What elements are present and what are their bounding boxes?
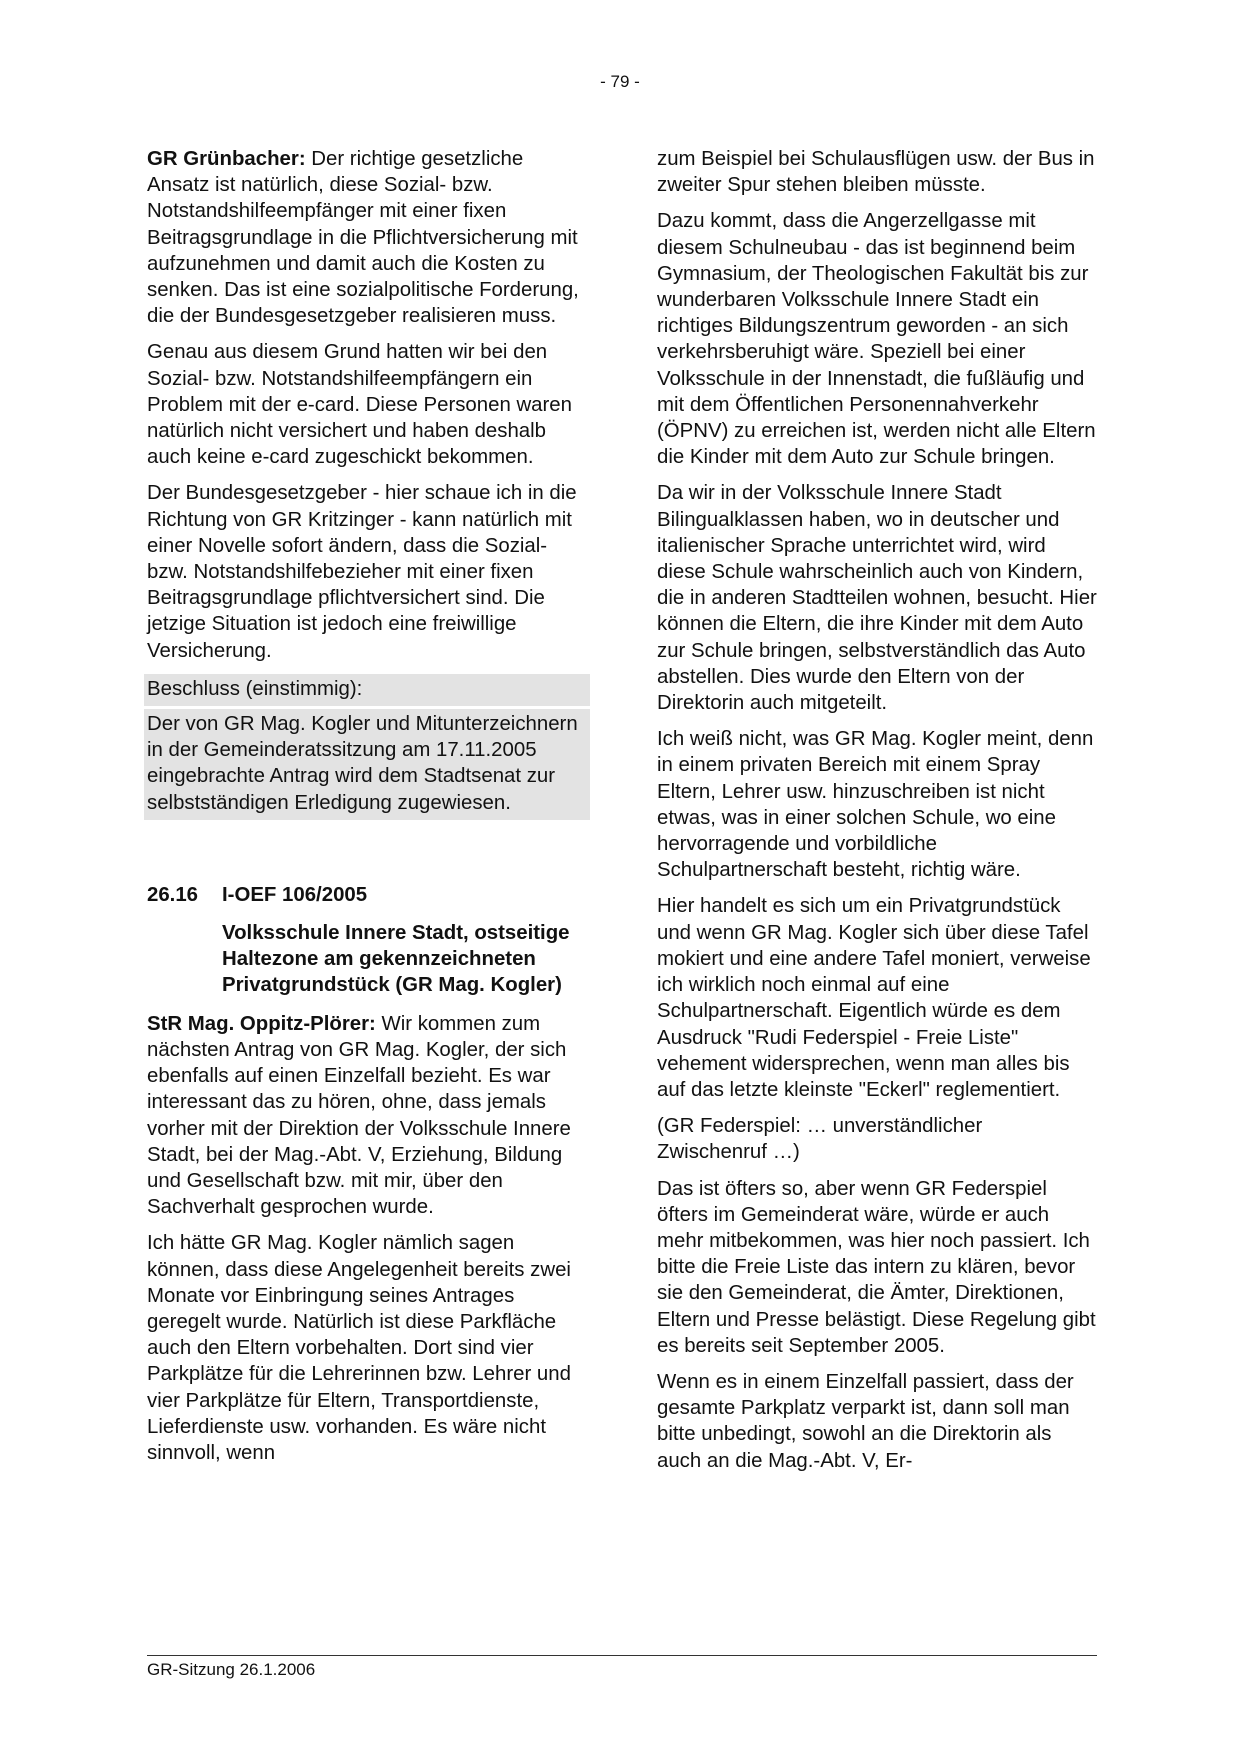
left-column bbox=[147, 146, 587, 1476]
paragraph: zum Beispiel bei Schulausflügen usw. der Bus in zweiter Spur stehen bleiben müsste. bbox=[657, 148, 1095, 197]
paragraph: Das ist öfters so, aber wenn GR Federspiel öfters im Gemeinderat wäre, würde er auch mehr mitbekommen, was hier noch passiert. Ich bitte die Freie Liste das intern zu klären, bevor sie den Gemeinderat, die Ämter, Direktionen, Eltern und Presse belästigt. Diese Regelung gibt es bereits seit September 2005. bbox=[657, 1177, 1096, 1357]
decision-text-box bbox=[144, 709, 590, 820]
paragraph: Dazu kommt, dass die Angerzellgasse mit diesem Schulneubau - das ist beginnend beim Gymnasium, der Theologischen Fakultät bis zur wunderbaren Volksschule Innere Stadt ein richtiges Bildungszentrum geworden - an sich verkehrsberuhigt wäre. Speziell bei einer Volksschule in der Innenstadt, die fußläufig und mit dem Öffentlichen Personennahverkehr (ÖPNV) zu erreichen ist, werden nicht alle Eltern die Kinder mit dem Auto zur Schule bringen. bbox=[657, 210, 1096, 469]
footer-divider bbox=[147, 1655, 1097, 1656]
interjection: (GR Federspiel: … unverständlicher Zwischenruf …) bbox=[657, 1115, 983, 1164]
decision-text: Der von GR Mag. Kogler und Mitunterzeichnern in der Gemeinderatssitzung am 17.11.2005 eingebrachte Antrag wird dem Stadtsenat zur selbstständigen Erledigung zugewiesen. bbox=[147, 713, 578, 814]
paragraph: Hier handelt es sich um ein Privatgrundstück und wenn GR Mag. Kogler sich über diese Tafel mokiert und eine andere Tafel moniert, verweise ich wirklich noch einmal auf eine Schulpartnerschaft. Eigentlich würde es dem Ausdruck "Rudi Federspiel - Freie Liste" vehement widersprechen, wenn man alles bis auf das letzte kleinste "Eckerl" reglementiert. bbox=[657, 895, 1091, 1101]
agenda-title: Volksschule Innere Stadt, ostseitige Haltezone am gekennzeichneten Privatgrundstück (GR Mag. Kogler) bbox=[222, 922, 570, 997]
decision-box bbox=[144, 674, 590, 706]
paragraph-text: Der richtige gesetzliche Ansatz ist natürlich, diese Sozial- bzw. Notstandshilfeempfänger mit einer fixen Beitragsgrundlage in die Pflichtversicherung mit aufzunehmen und damit auch die Kosten zu senken. Das ist eine sozialpolitische Forderung, die der Bundesgesetzgeber realisieren muss. bbox=[147, 148, 579, 328]
paragraph-text: Wir kommen zum nächsten Antrag von GR Mag. Kogler, der sich ebenfalls auf einen Einzelfall bezieht. Es war interessant das zu hören, ohne, dass jemals vorher mit der Direktion der Volksschule Innere Stadt, bei der Mag.-Abt. V, Erziehung, Bildung und Gesellschaft bzw. mit mir, über den Sachverhalt gesprochen wurde. bbox=[147, 1012, 571, 1219]
agenda-number: 26.16 bbox=[147, 883, 199, 906]
agenda-item-heading bbox=[147, 882, 587, 908]
paragraph-gruenbacher bbox=[147, 146, 587, 329]
right-column bbox=[657, 146, 1097, 1484]
paragraph: Der Bundesgesetzgeber - hier schaue ich in die Richtung von GR Kritzinger - kann natürlich mit einer Novelle sofort ändern, dass die Sozial- bzw. Notstandshilfebezieher mit einer fixen Beitragsgrundlage pflichtversichert sind. Die jetzige Situation ist jedoch eine freiwillige Versicherung. bbox=[147, 482, 577, 662]
paragraph: Genau aus diesem Grund hatten wir bei den Sozial- bzw. Notstandshilfeempfängern ein Problem mit der e-card. Diese Personen waren natürlich nicht versichert und haben deshalb auch keine e-card zugeschickt bekommen. bbox=[147, 341, 572, 469]
footer-text: GR-Sitzung 26.1.2006 bbox=[147, 1660, 316, 1679]
paragraph: Wenn es in einem Einzelfall passiert, dass der gesamte Parkplatz verparkt ist, dann soll man bitte unbedingt, sowohl an die Direktorin als auch an die Mag.-Abt. V, Er- bbox=[657, 1370, 1074, 1472]
paragraph: Da wir in der Volksschule Innere Stadt Bilingualklassen haben, wo in deutscher und italienischer Sprache unterrichtet wird, wird diese Schule wahrscheinlich auch von Kindern, die in anderen Stadtteilen wohnen, besucht. Hier können die Eltern, die ihre Kinder mit dem Auto zur Schule bringen, selbstverständlich das Auto abstellen. Dies wurde den Eltern von der Direktorin auch mitgeteilt. bbox=[657, 482, 1097, 715]
paragraph: Ich weiß nicht, was GR Mag. Kogler meint, denn in einem privaten Bereich mit einem Spray Eltern, Lehrer usw. hinzuschreiben ist nicht etwas, was in einer solchen Schule, wo eine hervorragende und vorbildliche Schulpartnerschaft besteht, richtig wäre. bbox=[657, 728, 1094, 882]
paragraph-oppitz-ploerer bbox=[147, 1011, 587, 1221]
speaker-name: GR Grünbacher: bbox=[147, 148, 306, 170]
decision-label: Beschluss (einstimmig): bbox=[147, 677, 363, 700]
paragraph: Ich hätte GR Mag. Kogler nämlich sagen können, dass diese Angelegenheit bereits zwei Monate vor Einbringung seines Antrages geregelt wurde. Natürlich ist diese Parkfläche auch den Eltern vorbehalten. Dort sind vier Parkplätze für die Lehrerinnen bzw. Lehrer und vier Parkplätze für Eltern, Transportdienste, Lieferdienste usw. vorhanden. Es wäre nicht sinnvoll, wenn bbox=[147, 1232, 571, 1464]
agenda-code: I-OEF 106/2005 bbox=[222, 883, 368, 906]
speaker-name: StR Mag. Oppitz-Plörer: bbox=[147, 1012, 376, 1035]
page-number: - 79 - bbox=[600, 72, 640, 91]
